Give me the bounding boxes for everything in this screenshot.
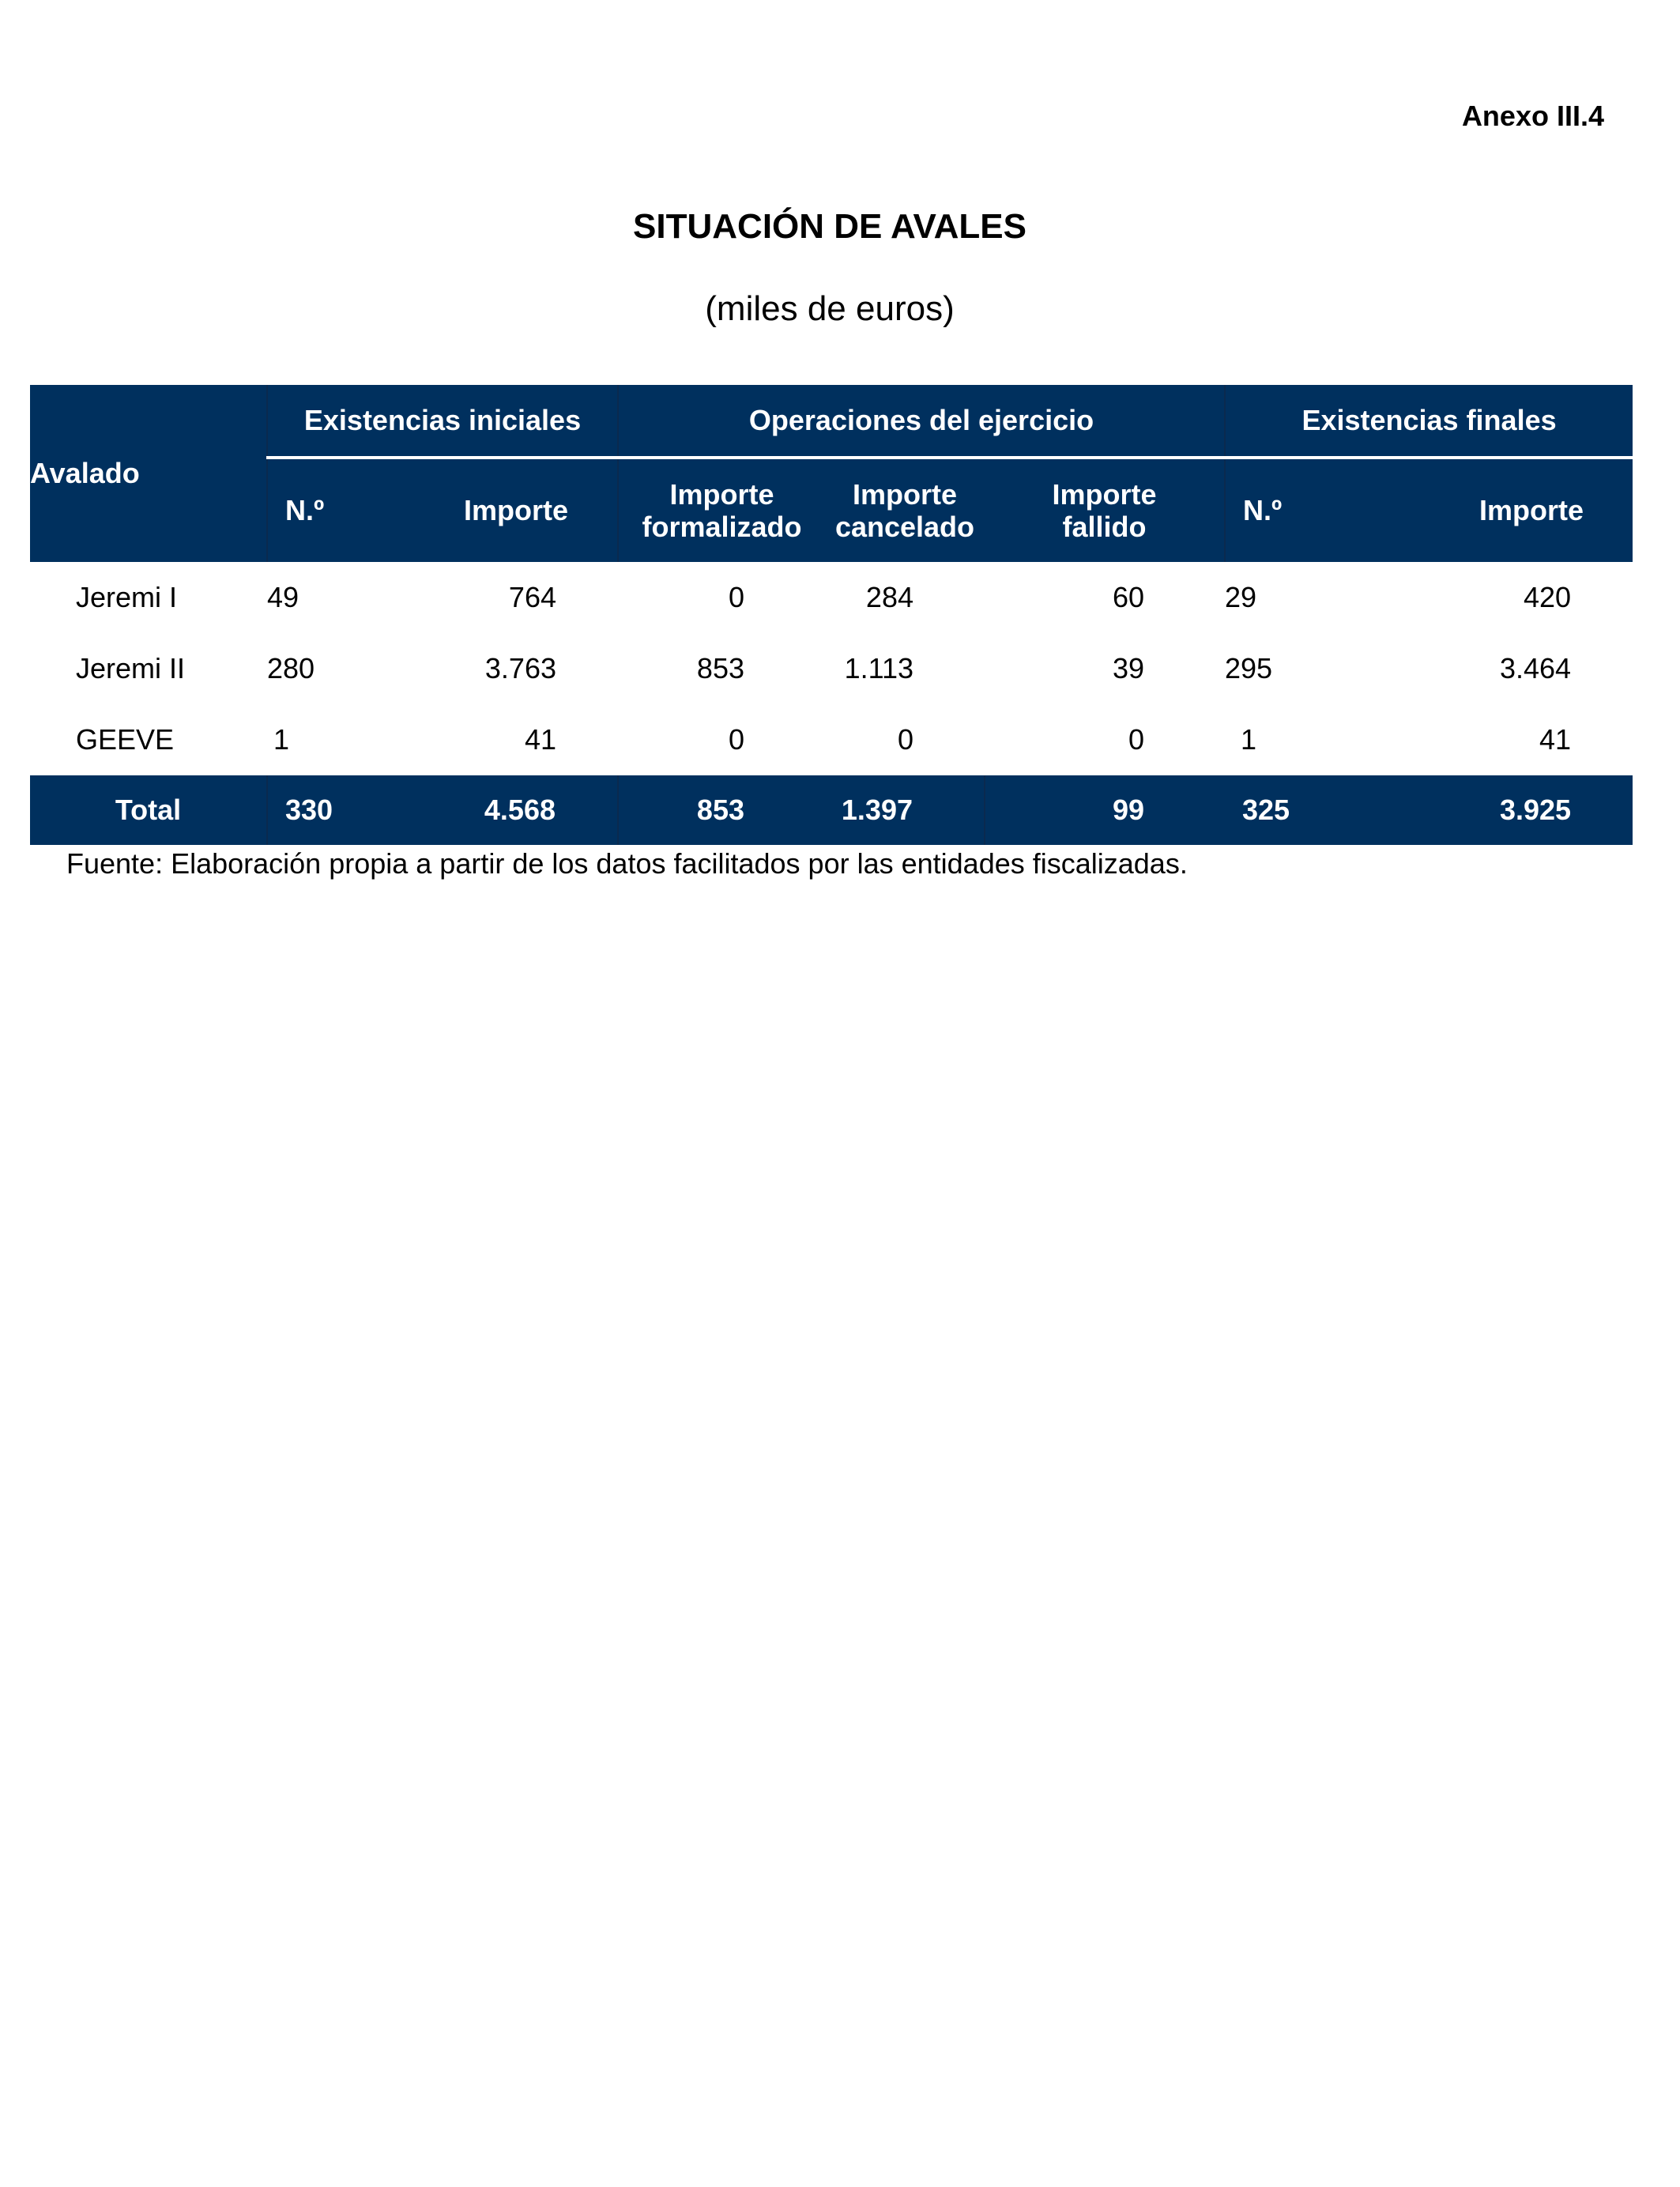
cell-init-n: 49 [267,562,362,633]
header-avalado: Avalado [30,385,267,562]
cell-cancelado: 0 [825,704,985,775]
cell-final-n: 1 [1225,704,1320,775]
row-name: GEEVE [30,704,267,775]
total-final-n: 325 [1225,775,1320,845]
cell-fallido: 0 [985,704,1225,775]
row-name: Jeremi I [30,562,267,633]
header-init-importe: Importe [362,458,618,562]
total-row [30,775,1633,845]
header-cancelado [825,458,985,562]
annex-label: Anexo III.4 [1461,100,1604,132]
cell-init-importe: 764 [362,562,618,633]
total-label: Total [30,775,267,845]
table-row [30,704,1633,775]
header-fallido [985,458,1225,562]
header-fallido-line1: Importe [1052,477,1157,511]
header-final-n: N.º [1225,458,1320,562]
header-cancelado-line2: cancelado [834,511,975,543]
cell-final-importe: 41 [1320,704,1633,775]
source-note: Fuente: Elaboración propia a partir de los datos facilitados por las entidades fiscalizadas. [66,847,1188,880]
cell-final-importe: 3.464 [1320,633,1633,704]
header-formalizado-line1: Importe [669,477,774,511]
total-init-n: 330 [267,775,362,845]
header-group-initial: Existencias iniciales [267,385,618,458]
cell-formalizado: 0 [618,704,825,775]
cell-formalizado: 0 [618,562,825,633]
cell-init-n: 1 [267,704,362,775]
page-title: SITUACIÓN DE AVALES [633,207,1026,246]
header-fallido-line2: fallido [1062,511,1147,543]
cell-init-n: 280 [267,633,362,704]
cell-init-importe: 3.763 [362,633,618,704]
cell-cancelado: 284 [825,562,985,633]
cell-fallido: 60 [985,562,1225,633]
total-init-importe: 4.568 [362,775,618,845]
total-formalizado: 853 [618,775,825,845]
header-formalizado-line2: formalizado [642,511,802,543]
header-cancelado-line1: Importe [852,477,957,511]
total-cancelado: 1.397 [825,775,985,845]
avales-table [30,385,1633,845]
header-formalizado [618,458,825,562]
cell-formalizado: 853 [618,633,825,704]
header-final-importe: Importe [1320,458,1633,562]
page-subtitle: (miles de euros) [705,289,955,328]
cell-cancelado: 1.113 [825,633,985,704]
cell-final-importe: 420 [1320,562,1633,633]
header-init-n: N.º [267,458,362,562]
cell-final-n: 295 [1225,633,1320,704]
table-row [30,633,1633,704]
cell-init-importe: 41 [362,704,618,775]
table-row [30,562,1633,633]
total-fallido: 99 [985,775,1225,845]
cell-fallido: 39 [985,633,1225,704]
total-final-importe: 3.925 [1320,775,1633,845]
header-group-operations: Operaciones del ejercicio [618,385,1225,458]
row-name: Jeremi II [30,633,267,704]
header-group-final: Existencias finales [1225,385,1633,458]
cell-final-n: 29 [1225,562,1320,633]
